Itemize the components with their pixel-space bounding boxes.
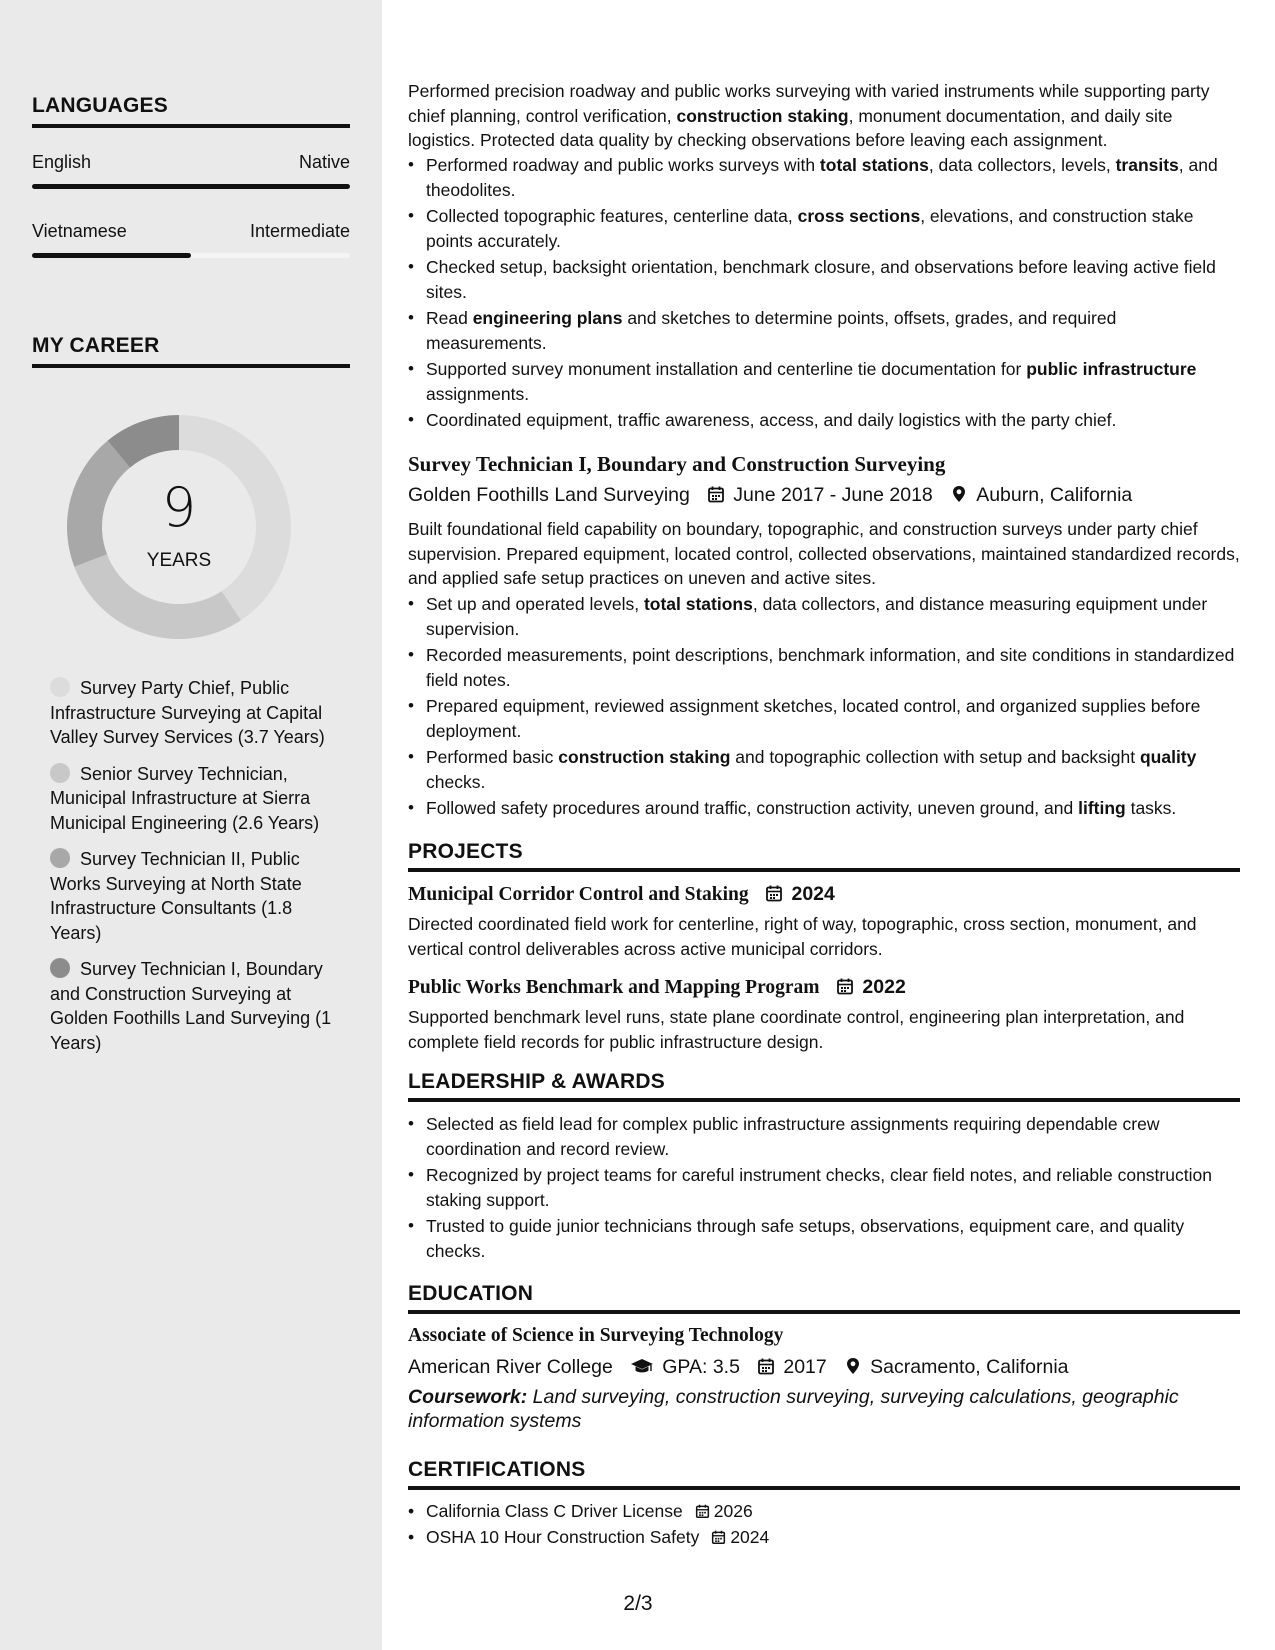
career-legend-text: Senior Survey Technician, Municipal Infrastructure at Sierra Municipal Engineering (2.6 Years) (50, 763, 320, 833)
graduation-cap-icon (630, 1357, 654, 1375)
projects-heading: PROJECTS (408, 840, 1240, 872)
career-legend-text: Survey Party Chief, Public Infrastructure Surveying at Capital Valley Survey Services (3.7 Years) (50, 678, 325, 747)
project-year: 2022 (862, 976, 906, 998)
calendar-icon (765, 884, 783, 902)
career-donut-chart (66, 414, 292, 640)
project-description: Directed coordinated field work for centerline, right of way, topographic, cross section, monument, and vertical control deliverables across active municipal corridors. (408, 914, 1197, 959)
text-run: , elevations, and construction stake points accurately. (426, 206, 1194, 251)
bold-keyword: cross sections (797, 206, 921, 226)
bullet-item (408, 204, 1240, 253)
languages-heading: LANGUAGES (32, 94, 350, 128)
job-location: Auburn, California (976, 484, 1133, 506)
bold-keyword: transits (1115, 155, 1179, 175)
certification-year: 2026 (713, 1501, 753, 1521)
bold-keyword: engineering plans (472, 308, 623, 328)
leadership-bullets (408, 1112, 1240, 1265)
bold-keyword: total stations (819, 155, 929, 175)
language-proficiency-fill (32, 253, 191, 258)
career-legend-item (50, 957, 340, 1055)
text-run: Recorded measurements, point descriptions, benchmark information, and site conditions in standardized field notes. (426, 645, 1235, 690)
bullet-item: • Trusted to guide junior technicians through safe setups, observations, equipment care, and quality checks. (408, 1214, 1240, 1263)
language-name: English (32, 152, 92, 172)
education-meta (408, 1353, 1069, 1381)
career-legend-text: Survey Technician I, Boundary and Construction Surveying at Golden Foothills Land Surveying (1 Years) (50, 959, 332, 1053)
bullet-item (408, 408, 1240, 433)
calendar-icon (836, 977, 854, 995)
job-summary: Built foundational field capability on boundary, topographic, and construction surveys under party chief supervision. Prepared equipment, located control, collected observations, maintained standardized records, and applied safe setup practices on uneven and active sites. (408, 519, 1240, 588)
language-row (32, 152, 350, 176)
language-level: Intermediate (249, 221, 350, 241)
career-legend (50, 676, 340, 1067)
sidebar (0, 0, 382, 1650)
career-legend-text: Survey Technician II, Public Works Surveying at North State Infrastructure Consultants (1.8 Years) (50, 849, 302, 943)
school-name: American River College (408, 1356, 613, 1378)
bold-keyword: construction staking (676, 105, 849, 126)
text-run: , data collectors, levels, (928, 155, 1116, 175)
text-run: Performed roadway and public works surveys with (426, 155, 820, 175)
career-total-label: YEARS (146, 550, 212, 571)
coursework-text: Land surveying, construction surveying, surveying calculations, geographic information systems (408, 1386, 1179, 1432)
language-proficiency-fill (32, 184, 350, 189)
bullet-item: • Selected as field lead for complex public infrastructure assignments requiring dependable crew coordination and record review. (408, 1112, 1240, 1161)
project-title-row (408, 880, 835, 909)
career-legend-item (50, 847, 340, 945)
project-year: 2024 (791, 883, 835, 905)
calendar-icon (711, 1529, 726, 1545)
text-run: assignments. (426, 383, 530, 404)
coursework (408, 1385, 1240, 1433)
certification-item (408, 1498, 1240, 1524)
degree-title: Associate of Science in Surveying Technology (408, 1325, 784, 1346)
job-title: Survey Technician I, Boundary and Construction Surveying (408, 452, 946, 476)
bullet-item (408, 745, 1240, 794)
project-title: Public Works Benchmark and Mapping Program (408, 977, 820, 998)
language-level: Native (298, 152, 350, 172)
project-description: Supported benchmark level runs, state plane coordinate control, engineering plan interpretation, and complete field records for public infrastructure design. (408, 1007, 1185, 1052)
bullet-item (408, 694, 1240, 743)
coursework-label: Coursework: (408, 1386, 528, 1408)
text-run: Performed precision roadway and public works surveying with varied instruments while supporting party chief planning, control verification, (408, 81, 1210, 126)
bullet-item: • Recognized by project teams for careful instrument checks, clear field notes, and reliable construction staking support. (408, 1163, 1240, 1212)
text-run: , and theodolites. (426, 155, 1218, 200)
location-pin-icon (950, 485, 968, 503)
career-donut-center (66, 414, 292, 640)
calendar-icon (695, 1503, 710, 1519)
education-heading: EDUCATION (408, 1282, 1240, 1314)
text-run: Checked setup, backsight orientation, benchmark closure, and observations before leaving active field sites. (426, 257, 1216, 302)
text-run: and topographic collection with setup and backsight (730, 747, 1140, 767)
leadership-heading: LEADERSHIP & AWARDS (408, 1070, 1240, 1102)
text-run: tasks. (1125, 798, 1177, 818)
graduation-year: 2017 (783, 1356, 827, 1378)
text-run: Read (426, 308, 473, 328)
bullet-item (408, 643, 1240, 692)
bullet-item (408, 153, 1240, 202)
certification-year: 2024 (730, 1527, 770, 1547)
company-name: Golden Foothills Land Surveying (408, 484, 690, 506)
main-content (408, 0, 1240, 1650)
career-legend-item (50, 676, 340, 750)
gpa: GPA: 3.5 (662, 1356, 740, 1378)
location-pin-icon (844, 1357, 862, 1375)
previous-job-bullets (408, 153, 1240, 435)
certification-item (408, 1524, 1240, 1550)
bold-keyword: lifting (1078, 798, 1126, 818)
project-title: Municipal Corridor Control and Staking (408, 884, 749, 905)
certification-name: California Class C Driver License (426, 1501, 683, 1521)
bold-keyword: public infrastructure (1026, 359, 1197, 379)
certification-name: OSHA 10 Hour Construction Safety (426, 1527, 700, 1547)
text-run: Followed safety procedures around traffic, construction activity, uneven ground, and (426, 798, 1079, 818)
bullet-item (408, 306, 1240, 355)
legend-dot (50, 848, 70, 868)
language-proficiency-bar (32, 184, 350, 189)
bold-keyword: construction staking (558, 747, 731, 767)
career-heading: MY CAREER (32, 334, 350, 368)
bullet-item (408, 796, 1240, 821)
project-title-row (408, 973, 906, 1002)
career-legend-item (50, 762, 340, 836)
page-number: 2/3 (623, 1592, 653, 1615)
calendar-icon (757, 1357, 775, 1375)
calendar-icon (707, 485, 725, 503)
text-run: and sketches to determine points, offsets, grades, and required measurements. (426, 308, 1117, 353)
language-proficiency-bar (32, 253, 350, 258)
bold-keyword: quality (1139, 747, 1197, 767)
career-total-years: 9 (161, 476, 197, 539)
text-run: Collected topographic features, centerline data, (426, 206, 798, 226)
job-bullets (408, 592, 1240, 823)
certifications-list (408, 1498, 1240, 1550)
previous-job-summary (408, 79, 1240, 153)
text-run: Performed basic (426, 747, 559, 767)
bullet-item (408, 255, 1240, 304)
language-name: Vietnamese (32, 221, 127, 241)
text-run: Coordinated equipment, traffic awareness, access, and daily logistics with the party chief. (426, 410, 1117, 430)
school-location: Sacramento, California (870, 1356, 1069, 1378)
bullet-item (408, 357, 1240, 406)
text-run: Supported survey monument installation and centerline tie documentation for (426, 359, 1027, 379)
language-row (32, 221, 350, 245)
text-run: checks. (426, 771, 486, 792)
job-dates: June 2017 - June 2018 (733, 484, 933, 506)
bullet-item (408, 592, 1240, 641)
job-meta (408, 481, 1132, 509)
text-run: Prepared equipment, reviewed assignment sketches, located control, and organized supplies before deployment. (426, 696, 1201, 741)
legend-dot (50, 677, 70, 697)
certifications-heading: CERTIFICATIONS (408, 1458, 1240, 1490)
text-run: Set up and operated levels, (426, 594, 644, 614)
bold-keyword: total stations (643, 594, 753, 614)
legend-dot (50, 958, 70, 978)
text-run: , data collectors, and distance measuring equipment under supervision. (426, 594, 1208, 639)
text-run: , monument documentation, and daily site logistics. Protected data quality by checking observations before leaving each assignment. (408, 105, 1173, 150)
legend-dot (50, 763, 70, 783)
